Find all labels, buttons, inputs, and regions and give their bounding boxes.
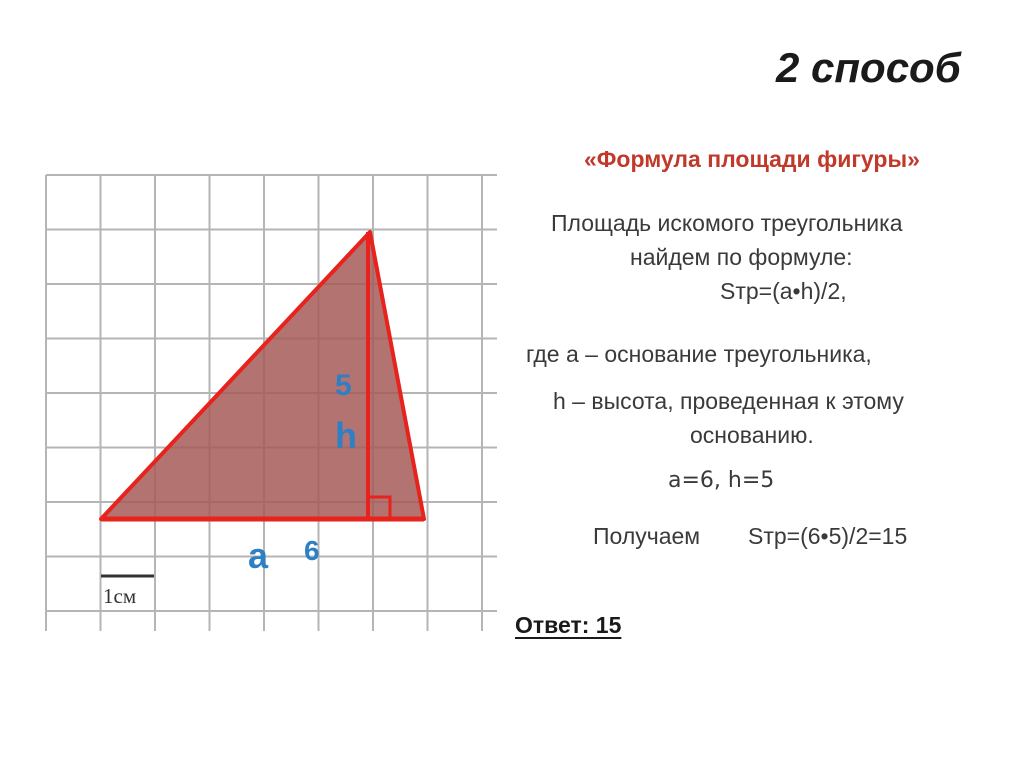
explanation-line-5: h – высота, проведенная к этому [553, 388, 904, 414]
given-values: a=6, h=5 [668, 468, 775, 493]
height-letter-label: h [335, 415, 357, 456]
base-letter-label: a [248, 535, 269, 576]
base-value-label: 6 [304, 535, 320, 566]
scale-label: 1см [103, 584, 137, 608]
triangle [101, 232, 424, 519]
explanation-line-6: основанию. [690, 422, 814, 448]
area-formula: Sтр=(a•h)/2, [720, 278, 847, 304]
page-title: 2 способ [776, 44, 961, 91]
result-formula: Sтр=(6•5)/2=15 [748, 523, 908, 549]
explanation-line-1: Площадь искомого треугольника [551, 210, 903, 236]
explanation-line-4: где а – основание треугольника, [526, 341, 872, 367]
result-label: Получаем [593, 523, 701, 549]
explanation-line-2: найдем по формуле: [630, 244, 853, 270]
height-value-label: 5 [335, 369, 352, 402]
method-subtitle: «Формула площади фигуры» [584, 146, 920, 172]
answer: Ответ: 15 [515, 612, 622, 638]
